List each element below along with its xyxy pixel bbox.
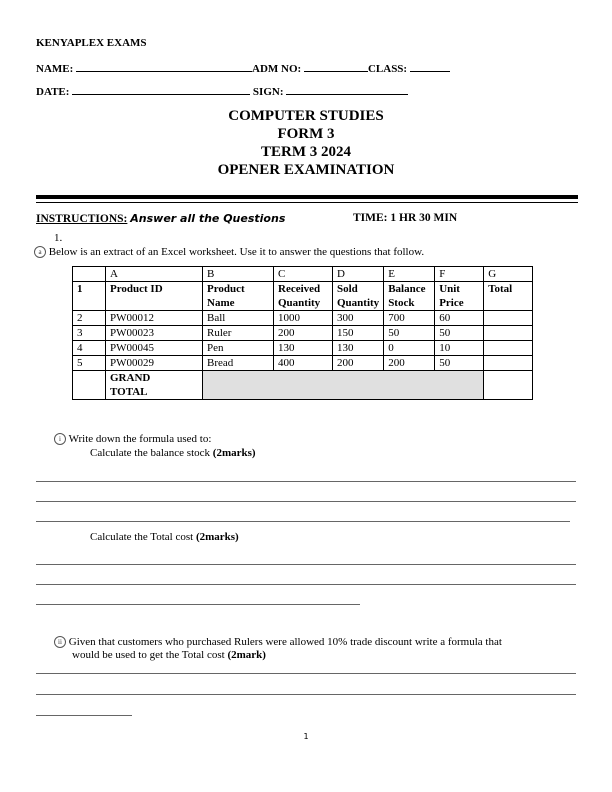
cell-received-quantity: 400: [274, 356, 333, 371]
sub-ii-line2: would be used to get the Total cost: [72, 649, 228, 661]
part-a-text: Below is an extract of an Excel worksheet. Use it to answer the questions that follow.: [48, 246, 425, 258]
cell-received-quantity: 1000: [274, 311, 333, 326]
date-label: DATE:: [36, 86, 70, 98]
answer-line[interactable]: [36, 715, 132, 716]
sub-i-text: Write down the formula used to:: [68, 433, 212, 445]
cell-sold-quantity: 150: [333, 326, 384, 341]
cell-product-name: Ruler: [203, 326, 274, 341]
title-divider-thin: [36, 202, 578, 203]
grand-total-row-number: [73, 371, 106, 400]
title-subject: COMPUTER STUDIES: [228, 108, 384, 124]
cell-product-name: Bread: [203, 356, 274, 371]
sub-ii-marker: ii: [54, 636, 66, 648]
sub-question-i-a: [90, 447, 256, 459]
title-divider-thick: [36, 195, 578, 199]
date-field[interactable]: [72, 84, 250, 95]
class-label: CLASS:: [367, 63, 408, 75]
sub-question-i: [54, 433, 211, 445]
answer-line[interactable]: [36, 584, 576, 585]
sub-question-ii-cont: [72, 649, 266, 661]
table-row: [73, 356, 533, 371]
cell-balance-stock: 200: [384, 356, 435, 371]
cell-product-name: Ball: [203, 311, 274, 326]
sign-label: SIGN:: [252, 86, 284, 98]
sub-question-i-b: [90, 531, 239, 543]
cell-balance-stock: 0: [384, 341, 435, 356]
answer-line[interactable]: [36, 481, 576, 482]
table-row: [73, 341, 533, 356]
instructions-label: INSTRUCTIONS:: [36, 213, 128, 225]
exam-title: [0, 107, 612, 179]
name-field[interactable]: [76, 61, 252, 72]
grand-total-value: [484, 371, 533, 400]
part-a-marker: a: [34, 246, 46, 258]
cell-received-quantity: 200: [274, 326, 333, 341]
title-form: FORM 3: [277, 126, 335, 142]
answer-line[interactable]: [36, 501, 576, 502]
date-sign-row: [36, 84, 408, 98]
cell-total: [484, 311, 533, 326]
sub-question-ii: [54, 636, 502, 648]
cell-sold-quantity: 200: [333, 356, 384, 371]
cell-balance-stock: 50: [384, 326, 435, 341]
instructions-row: [36, 212, 458, 225]
answer-line[interactable]: [36, 694, 576, 695]
cell-total: [484, 341, 533, 356]
grand-total-label: GRAND TOTAL: [106, 371, 203, 400]
name-label: NAME:: [36, 63, 74, 75]
answer-line[interactable]: [36, 521, 570, 522]
adm-label: ADM NO:: [252, 63, 302, 75]
cell-received-quantity: 130: [274, 341, 333, 356]
col-letter-f: F: [435, 267, 484, 282]
cell-product-id: PW00045: [106, 341, 203, 356]
cell-sold-quantity: 130: [333, 341, 384, 356]
sub-ii-marks: (2mark): [227, 649, 266, 661]
cell-unit-price: 60: [435, 311, 484, 326]
col-letter-c: C: [274, 267, 333, 282]
col-letter-a: A: [106, 267, 203, 282]
cell-total: [484, 326, 533, 341]
cell-total: [484, 356, 533, 371]
col-letter-e: E: [384, 267, 435, 282]
header-cell-product-id: Product ID: [106, 282, 203, 311]
sign-field[interactable]: [286, 84, 408, 95]
sub-i-a-text: Calculate the balance stock: [90, 447, 213, 459]
row-number: 3: [73, 326, 106, 341]
adm-field[interactable]: [304, 61, 368, 72]
title-exam: OPENER EXAMINATION: [217, 162, 395, 178]
cell-product-id: PW00023: [106, 326, 203, 341]
title-term: TERM 3 2024: [261, 144, 351, 160]
name-adm-class-row: [36, 61, 450, 75]
sub-i-marker: i: [54, 433, 66, 445]
header-cell-product-name: Product Name: [203, 282, 274, 311]
header-row: [73, 282, 533, 311]
answer-line[interactable]: [36, 564, 576, 565]
cell-unit-price: 50: [435, 326, 484, 341]
cell-unit-price: 50: [435, 356, 484, 371]
excel-worksheet-table: [72, 266, 533, 400]
school-name: KENYAPLEX EXAMS: [36, 37, 147, 49]
row-number: 4: [73, 341, 106, 356]
part-a: [34, 246, 424, 258]
col-letter-d: D: [333, 267, 384, 282]
cell-product-id: PW00012: [106, 311, 203, 326]
table-row: [73, 311, 533, 326]
grand-total-shaded-cells: [203, 371, 484, 400]
sub-i-b-text: Calculate the Total cost: [90, 531, 196, 543]
answer-line[interactable]: [36, 673, 576, 674]
class-field[interactable]: [410, 61, 450, 72]
header-cell-received-quantity: Received Quantity: [274, 282, 333, 311]
col-letter-g: G: [484, 267, 533, 282]
column-letters-row: [73, 267, 533, 282]
col-letter-b: B: [203, 267, 274, 282]
sub-i-a-marks: (2marks): [212, 447, 256, 459]
cell-product-id: PW00029: [106, 356, 203, 371]
page-number: 1: [303, 732, 309, 741]
sub-i-b-marks: (2marks): [195, 531, 239, 543]
header-cell-total: Total: [484, 282, 533, 311]
grand-total-row: [73, 371, 533, 400]
row-number: 1: [73, 282, 106, 311]
answer-line[interactable]: [36, 604, 360, 605]
corner-cell: [73, 267, 106, 282]
row-number: 5: [73, 356, 106, 371]
row-number: 2: [73, 311, 106, 326]
instructions-text: Answer all the Questions: [130, 212, 286, 225]
cell-sold-quantity: 300: [333, 311, 384, 326]
cell-unit-price: 10: [435, 341, 484, 356]
cell-balance-stock: 700: [384, 311, 435, 326]
question-number: 1.: [54, 232, 63, 244]
header-cell-unit-price: Unit Price: [435, 282, 484, 311]
sub-ii-line1: Given that customers who purchased Rulers were allowed 10% trade discount write a formula that: [68, 636, 502, 648]
header-cell-balance-stock: Balance Stock: [384, 282, 435, 311]
header-cell-sold-quantity: Sold Quantity: [333, 282, 384, 311]
time-allowed: TIME: 1 HR 30 MIN: [353, 212, 458, 224]
cell-product-name: Pen: [203, 341, 274, 356]
table-row: [73, 326, 533, 341]
